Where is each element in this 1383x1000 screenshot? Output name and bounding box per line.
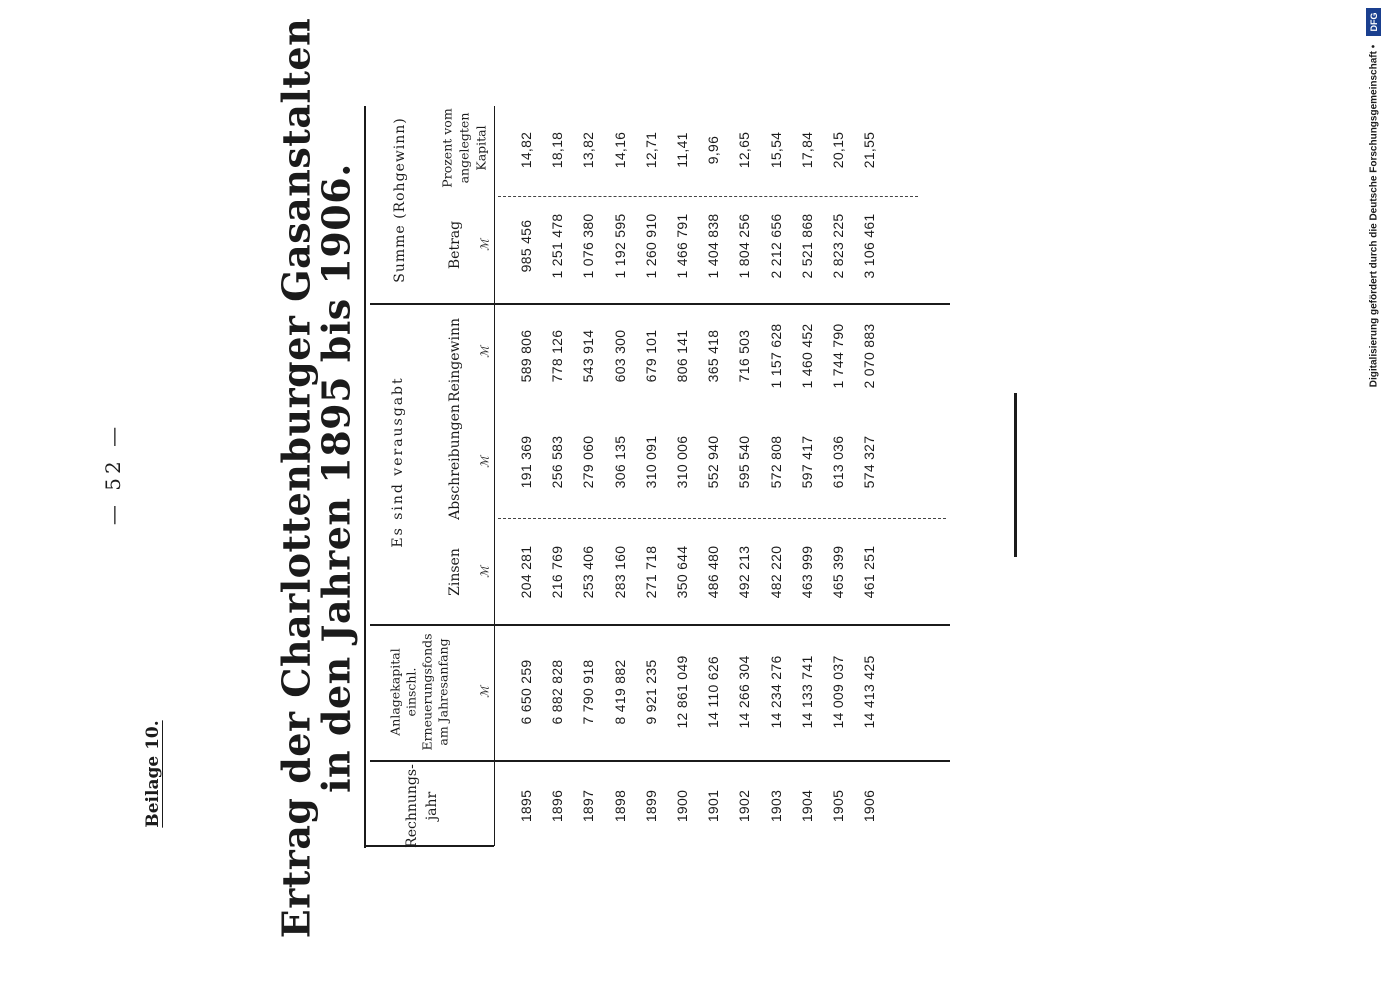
cell-year: 1905 <box>830 789 846 823</box>
cell-percent: 12,65 <box>736 131 753 169</box>
cell-amount: 2 212 656 <box>767 213 784 279</box>
dfg-logo <box>1366 8 1381 36</box>
unit-depreciation: ℳ <box>478 456 492 468</box>
cell-depreciation: 574 327 <box>861 435 878 489</box>
cell-depreciation: 310 006 <box>674 435 690 489</box>
cell-depreciation: 552 940 <box>705 435 722 489</box>
cell-percent: 14,16 <box>611 131 628 169</box>
cell-depreciation: 191 369 <box>518 435 534 489</box>
capital-column-rule <box>370 624 950 626</box>
cell-percent: 13,82 <box>580 131 597 169</box>
header-net-profit: Reingewinn <box>447 317 463 403</box>
cell-percent: 17,84 <box>798 131 815 169</box>
cell-amount: 1 251 478 <box>549 213 566 279</box>
cell-percent: 18,18 <box>549 131 566 169</box>
header-percent-line-1: Prozent vom <box>439 108 455 188</box>
cell-depreciation: 256 583 <box>549 435 566 489</box>
cell-capital: 8 419 882 <box>611 659 628 725</box>
cell-year: 1906 <box>861 789 878 823</box>
cell-capital: 14 009 037 <box>830 655 846 729</box>
cell-year: 1900 <box>674 789 690 823</box>
header-capital-line-3: Erneuerungsfonds <box>419 633 435 751</box>
page-number: — 52 — <box>101 422 125 526</box>
cell-interest: 204 281 <box>518 545 534 599</box>
cell-year: 1897 <box>580 789 597 823</box>
cell-percent: 14,82 <box>518 131 534 169</box>
percent-column-rule <box>498 196 918 197</box>
unit-amount: ℳ <box>478 239 492 251</box>
cell-percent: 11,41 <box>674 132 690 168</box>
cell-depreciation: 613 036 <box>830 435 846 489</box>
cell-depreciation: 572 808 <box>767 435 784 489</box>
cell-depreciation: 595 540 <box>736 435 753 489</box>
cell-interest: 283 160 <box>611 545 628 599</box>
cell-capital: 6 882 828 <box>549 659 566 725</box>
cell-year: 1904 <box>798 789 815 823</box>
cell-year: 1903 <box>767 789 784 823</box>
table-end-mark <box>1014 393 1017 557</box>
cell-capital: 14 234 276 <box>767 655 784 729</box>
cell-year: 1902 <box>736 789 753 823</box>
cell-interest: 486 480 <box>705 545 722 599</box>
cell-interest: 253 406 <box>580 545 597 599</box>
unit-capital: ℳ <box>478 686 492 698</box>
cell-amount: 1 076 380 <box>580 213 597 279</box>
title-line-1: Ertrag der Charlottenburger Gasanstalten <box>273 17 319 939</box>
cell-interest: 463 999 <box>798 545 815 599</box>
cell-capital: 12 861 049 <box>674 655 690 729</box>
header-capital-line-4: am Jahresanfang <box>435 638 451 746</box>
cell-year: 1898 <box>611 789 628 823</box>
cell-interest: 350 644 <box>674 545 690 599</box>
header-separator-rule <box>494 106 495 846</box>
cell-net-profit: 679 101 <box>642 329 659 383</box>
cell-amount: 2 823 225 <box>830 213 846 279</box>
digitization-notice: Digitalisierung gefördert durch die Deutsche Forschungsgemeinschaft • <box>1368 44 1380 388</box>
header-capital-line-2: einschl. <box>403 667 419 717</box>
cell-amount: 985 456 <box>518 219 534 273</box>
cell-depreciation: 279 060 <box>580 435 597 489</box>
cell-amount: 2 521 868 <box>798 213 815 279</box>
cell-amount: 3 106 461 <box>861 213 878 279</box>
interest-column-rule <box>498 518 946 519</box>
header-percent-line-2: angelegten <box>456 112 472 184</box>
cell-year: 1896 <box>549 789 566 823</box>
title-line-2: in den Jahren 1895 bis 1906. <box>313 163 359 793</box>
cell-capital: 14 266 304 <box>736 655 753 729</box>
cell-percent: 21,55 <box>861 131 878 169</box>
cell-interest: 492 213 <box>736 545 753 599</box>
cell-year: 1895 <box>518 789 534 823</box>
cell-amount: 1 804 256 <box>736 213 753 279</box>
header-interest: Zinsen <box>447 548 463 596</box>
cell-net-profit: 778 126 <box>549 329 566 383</box>
cell-year: 1899 <box>642 789 659 823</box>
cell-capital: 14 110 626 <box>705 655 722 729</box>
cell-net-profit: 365 418 <box>705 329 722 383</box>
unit-interest: ℳ <box>478 566 492 578</box>
cell-amount: 1 260 910 <box>642 213 659 279</box>
cell-interest: 465 399 <box>830 545 846 599</box>
cell-interest: 482 220 <box>767 545 784 599</box>
cell-percent: 20,15 <box>830 131 846 169</box>
header-group-spent: Es sind verausgabt <box>390 376 406 548</box>
cell-interest: 461 251 <box>861 545 878 599</box>
header-year-line-1: Rechnungs- <box>404 764 420 848</box>
header-capital-line-1: Anlagekapital <box>387 648 403 736</box>
cell-amount: 1 466 791 <box>674 213 690 279</box>
header-amount: Betrag <box>447 220 463 270</box>
dfg-logo-text: DFG <box>1368 12 1379 32</box>
cell-year: 1901 <box>705 789 722 823</box>
table-top-rule <box>364 106 366 848</box>
cell-percent: 12,71 <box>642 131 659 169</box>
cell-capital: 9 921 235 <box>642 659 659 725</box>
cell-net-profit: 806 141 <box>674 329 690 383</box>
cell-capital: 7 790 918 <box>580 659 597 725</box>
cell-capital: 14 133 741 <box>798 655 815 729</box>
cell-interest: 271 718 <box>642 545 659 599</box>
cell-capital: 6 650 259 <box>518 659 534 725</box>
cell-amount: 1 192 595 <box>611 213 628 279</box>
header-percent-line-3: Kapital <box>473 125 489 171</box>
cell-net-profit: 589 806 <box>518 329 534 383</box>
cell-capital: 14 413 425 <box>861 655 878 729</box>
header-group-sum: Summe (Rohgewinn) <box>392 117 408 283</box>
header-depreciation: Abschreibungen <box>447 404 463 520</box>
year-column-rule <box>370 760 950 762</box>
cell-interest: 216 769 <box>549 545 566 599</box>
cell-net-profit: 603 300 <box>611 329 628 383</box>
cell-net-profit: 1 460 452 <box>798 323 815 389</box>
cell-net-profit: 1 157 628 <box>767 323 784 389</box>
cell-net-profit: 1 744 790 <box>830 323 846 389</box>
cell-net-profit: 716 503 <box>736 329 753 383</box>
cell-net-profit: 543 914 <box>580 329 597 383</box>
sum-group-rule <box>370 303 950 305</box>
cell-depreciation: 306 135 <box>611 435 628 489</box>
table-left-rule <box>364 845 494 847</box>
cell-percent: 9,96 <box>705 135 722 165</box>
cell-percent: 15,54 <box>767 131 784 169</box>
cell-amount: 1 404 838 <box>705 213 722 279</box>
unit-net-profit: ℳ <box>478 346 492 358</box>
cell-depreciation: 310 091 <box>642 435 659 489</box>
appendix-label: Beilage 10. <box>143 720 163 828</box>
cell-net-profit: 2 070 883 <box>861 323 878 389</box>
header-year-line-2: jahr <box>424 791 440 821</box>
cell-depreciation: 597 417 <box>798 435 815 489</box>
